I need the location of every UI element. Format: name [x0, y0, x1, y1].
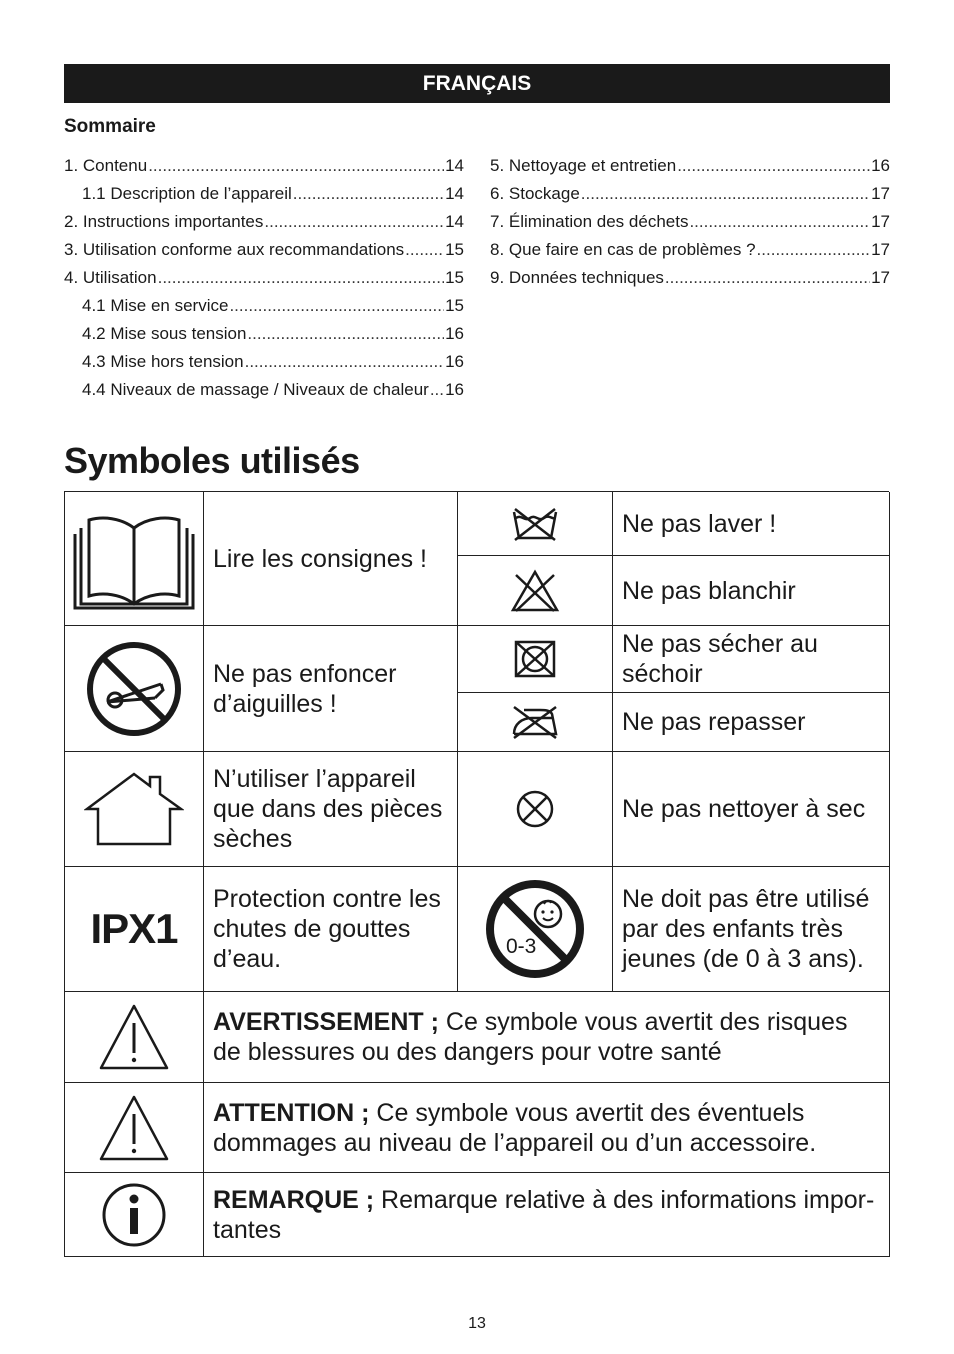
toc-entry	[64, 184, 464, 212]
no-dry-clean-text: Ne pas nettoyer à sec	[613, 752, 890, 867]
toc-entry-label: 4.4 Niveaux de massage / Niveaux de chaleur	[82, 380, 429, 399]
toc-entry-page: 14	[445, 212, 464, 231]
info-icon-cell	[65, 1173, 204, 1257]
toc-entry	[490, 212, 890, 240]
toc-entry-page: 14	[445, 184, 464, 203]
toc-entry-page: 16	[445, 352, 464, 371]
toc-entry-label: 8. Que faire en cas de problèmes ?	[490, 240, 756, 259]
note-text: Remarque relative à des informations impor-tantes	[213, 1185, 875, 1244]
toc-entry	[64, 352, 464, 380]
toc-entry-page: 16	[445, 324, 464, 343]
ipx1-text: Protection contre les chutes de gouttes d’eau.	[204, 867, 458, 992]
toc-entry-label: 2. Instructions importantes	[64, 212, 264, 231]
toc-heading: Sommaire	[64, 116, 156, 137]
no-iron-icon	[510, 704, 560, 740]
toc-entry-page: 15	[445, 296, 464, 315]
toc-entry	[490, 268, 890, 296]
toc-entry	[64, 324, 464, 352]
language-header	[64, 64, 890, 103]
house-icon	[84, 771, 184, 847]
toc-entry-label: 4.1 Mise en service	[82, 296, 229, 315]
toc-entry	[64, 268, 464, 296]
toc-dot-leader	[430, 380, 444, 400]
child-age-label: 0-3	[506, 935, 537, 958]
toc-entry-label: 3. Utilisation conforme aux recommandations	[64, 240, 405, 259]
toc-entry-page: 14	[445, 156, 464, 175]
no-children-icon	[484, 878, 586, 980]
warning-icon-cell	[65, 992, 204, 1083]
toc-dot-leader	[247, 324, 444, 344]
caution-icon	[98, 1094, 170, 1162]
toc-dot-leader	[158, 268, 444, 288]
toc-dot-leader	[405, 240, 444, 260]
toc-entry-label: 9. Données techniques	[490, 268, 664, 287]
no-children-text: Ne doit pas être utilisé par des enfants très jeunes (de 0 à 3 ans).	[613, 867, 890, 992]
no-wash-text: Ne pas laver !	[613, 492, 890, 556]
toc-entry-label: 4. Utilisation	[64, 268, 157, 287]
dry-rooms-text: N’utiliser l’appareil que dans des pièces sèches	[204, 752, 458, 867]
toc-entry-page: 16	[445, 380, 464, 399]
no-bleach-text: Ne pas blanchir	[613, 556, 890, 626]
caution-text: Ce symbole vous avertit des éventuels dommages au niveau de l’appareil ou d’un accessoire.	[213, 1098, 817, 1157]
no-pins-icon-cell	[65, 626, 204, 752]
note-description	[204, 1173, 890, 1257]
toc-entry	[490, 184, 890, 212]
no-bleach-icon	[510, 569, 560, 613]
toc-entry	[64, 156, 464, 184]
toc-dot-leader	[665, 268, 870, 288]
page-number: 13	[468, 1315, 486, 1332]
toc-entry-label: 4.3 Mise hors tension	[82, 352, 244, 371]
language-label: FRANÇAIS	[422, 71, 532, 95]
no-tumble-dry-icon	[513, 639, 557, 679]
no-pins-text: Ne pas enfoncer d’aiguilles !	[204, 626, 458, 752]
no-iron-icon-cell	[458, 693, 613, 752]
toc-entry-label: 6. Stockage	[490, 184, 580, 203]
no-dry-clean-icon	[515, 789, 555, 829]
warning-label: AVERTISSEMENT ;	[213, 1008, 439, 1036]
toc-entry	[64, 296, 464, 324]
ipx1-cell	[65, 867, 204, 992]
book-icon-cell	[65, 492, 204, 626]
caution-description	[204, 1083, 890, 1173]
toc-entry	[64, 240, 464, 268]
warning-icon	[98, 1003, 170, 1071]
no-wash-icon	[511, 506, 559, 542]
no-children-icon-cell	[458, 867, 613, 992]
warning-description	[204, 992, 890, 1083]
no-wash-icon-cell	[458, 492, 613, 556]
toc-entry	[490, 240, 890, 268]
toc-entry-label: 1. Contenu	[64, 156, 148, 175]
toc-entry-page: 16	[871, 156, 890, 175]
toc-dot-leader	[677, 156, 870, 176]
toc-dot-leader	[689, 212, 870, 232]
no-pins-icon	[85, 640, 183, 738]
open-book-icon	[73, 508, 195, 610]
toc-entry-page: 15	[445, 240, 464, 259]
toc-entry-label: 4.2 Mise sous tension	[82, 324, 247, 343]
toc-entry-label: 7. Élimination des déchets	[490, 212, 689, 231]
toc-entry	[490, 156, 890, 184]
no-tumble-dry-icon-cell	[458, 626, 613, 693]
toc-dot-leader	[245, 352, 444, 372]
toc-entry-page: 17	[871, 240, 890, 259]
symbols-title: Symboles utilisés	[64, 440, 360, 481]
no-tumble-dry-text: Ne pas sécher au séchoir	[613, 626, 890, 693]
toc-entry	[64, 380, 464, 408]
read-instructions-text: Lire les consignes !	[204, 492, 458, 626]
toc-dot-leader	[264, 212, 444, 232]
note-label: REMARQUE ;	[213, 1185, 375, 1214]
warning-text: Ce symbole vous avertit des risques de blessures ou des dangers pour votre santé	[213, 1008, 848, 1066]
no-bleach-icon-cell	[458, 556, 613, 626]
caution-icon-cell	[65, 1083, 204, 1173]
toc-dot-leader	[757, 240, 871, 260]
no-iron-text: Ne pas repasser	[613, 693, 890, 752]
toc-dot-leader	[229, 296, 444, 316]
house-icon-cell	[65, 752, 204, 867]
toc-dot-leader	[293, 184, 444, 204]
info-icon	[101, 1182, 167, 1248]
toc-left-column	[64, 156, 464, 408]
caution-label: ATTENTION ;	[213, 1098, 370, 1127]
toc-right-column	[490, 156, 890, 296]
toc-entry-page: 17	[871, 268, 890, 287]
toc-entry-page: 15	[445, 268, 464, 287]
toc-dot-leader	[148, 156, 444, 176]
toc-entry-page: 17	[871, 184, 890, 203]
symbols-table	[64, 491, 889, 1257]
ipx1-label: IPX1	[90, 905, 178, 952]
toc-entry-label: 5. Nettoyage et entretien	[490, 156, 677, 175]
toc-entry-page: 17	[871, 212, 890, 231]
toc-dot-leader	[581, 184, 870, 204]
toc-entry-label: 1.1 Description de l’appareil	[82, 184, 292, 203]
toc-entry	[64, 212, 464, 240]
no-dry-clean-icon-cell	[458, 752, 613, 867]
